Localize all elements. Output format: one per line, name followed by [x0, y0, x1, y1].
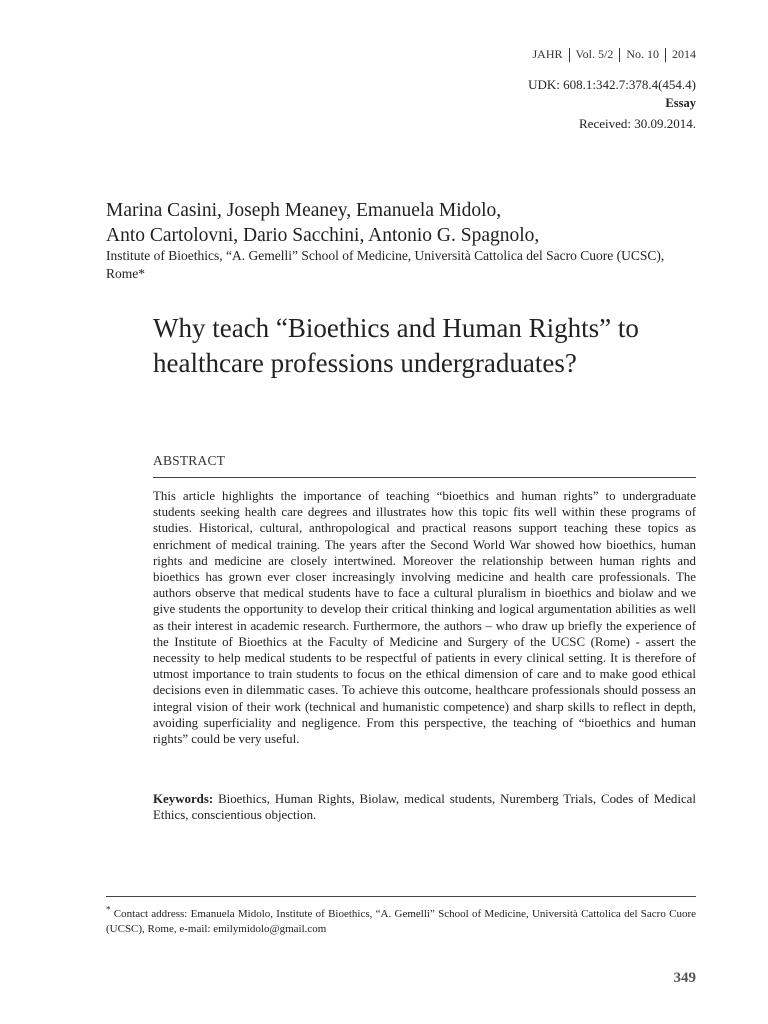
article-type: Essay [665, 96, 696, 110]
keywords-text: Bioethics, Human Rights, Biolaw, medical students, Nuremberg Trials, Codes of Medical Ethics, conscientious objection. [153, 792, 696, 823]
abstract-heading: ABSTRACT [153, 453, 226, 468]
paper-title: Why teach “Bioethics and Human Rights” to healthcare professions undergraduates? [153, 313, 639, 378]
footnote-text: Contact address: Emanuela Midolo, Institute of Bioethics, “A. Gemelli” School of Medicine, Università Cattolica del Sacro Cuore (UCSC), Rome, e-mail: emilymidolo@gmail.com [106, 908, 697, 935]
keywords [153, 791, 696, 823]
author-line-2: Anto Cartolovni, Dario Sacchini, Antonio G. Spagnolo, [106, 225, 540, 246]
header-separator [569, 48, 570, 62]
abstract-divider [153, 477, 696, 478]
footnote-divider [106, 896, 696, 897]
footnote [106, 904, 697, 937]
journal-volume: Vol. 5/2 [575, 47, 614, 61]
journal-year: 2014 [672, 47, 696, 61]
author-line-1: Marina Casini, Joseph Meaney, Emanuela Midolo, [106, 200, 502, 221]
udk-code: UDK: 608.1:342.7:378.4(454.4) [528, 77, 696, 92]
keywords-label: Keywords: [153, 792, 214, 806]
journal-number: No. 10 [626, 47, 659, 61]
journal-name: JAHR [532, 47, 563, 61]
author-list [106, 198, 706, 248]
page-number: 349 [673, 970, 696, 986]
footnote-mark: * [106, 904, 111, 915]
affiliation: Institute of Bioethics, “A. Gemelli” School of Medicine, Università Cattolica del Sacro Cuore (UCSC), Rome* [106, 248, 665, 281]
header-separator [619, 48, 620, 62]
header-separator [665, 48, 666, 62]
abstract-text: This article highlights the importance of teaching “bioethics and human rights” to undergraduate students seeking health care degrees and illustrates how this topic fits well within these programs of studies. Historical, cultural, anthropological and practical reasons support teaching these topics as enrichment of medical training. The years after the Second World War showed how bioethics, human rights and medicine are closely intertwined. Moreover the relationship between human rights and bioethics has grown ever closer increasingly involving medicine and health care professionals. The authors observe that medical students have to face a cultural pluralism in bioethics and biolaw and we give students the opportunity to develop their critical thinking and logical argumentation abilities as well as their interest in academic research. Furthermore, the authors – who draw up briefly the experience of the Institute of Bioethics at the Faculty of Medicine and Surgery of the UCSC (Rome) - assert the necessity to help medical students to be respectful of patients in every clinical setting. It is therefore of utmost importance to train students to focus on the ethical dimension of care and to make good ethical decisions even in dilemmatic cases. To achieve this outcome, healthcare professionals should possess an integral vision of their work (technical and humanistic competence) and sharp skills to reflect in depth, avoiding superficiality and negligence. From this perspective, the teaching of “bioethics and human rights” could be very useful. [153, 489, 696, 747]
journal-header [533, 47, 696, 62]
received-date: Received: 30.09.2014. [579, 116, 696, 131]
